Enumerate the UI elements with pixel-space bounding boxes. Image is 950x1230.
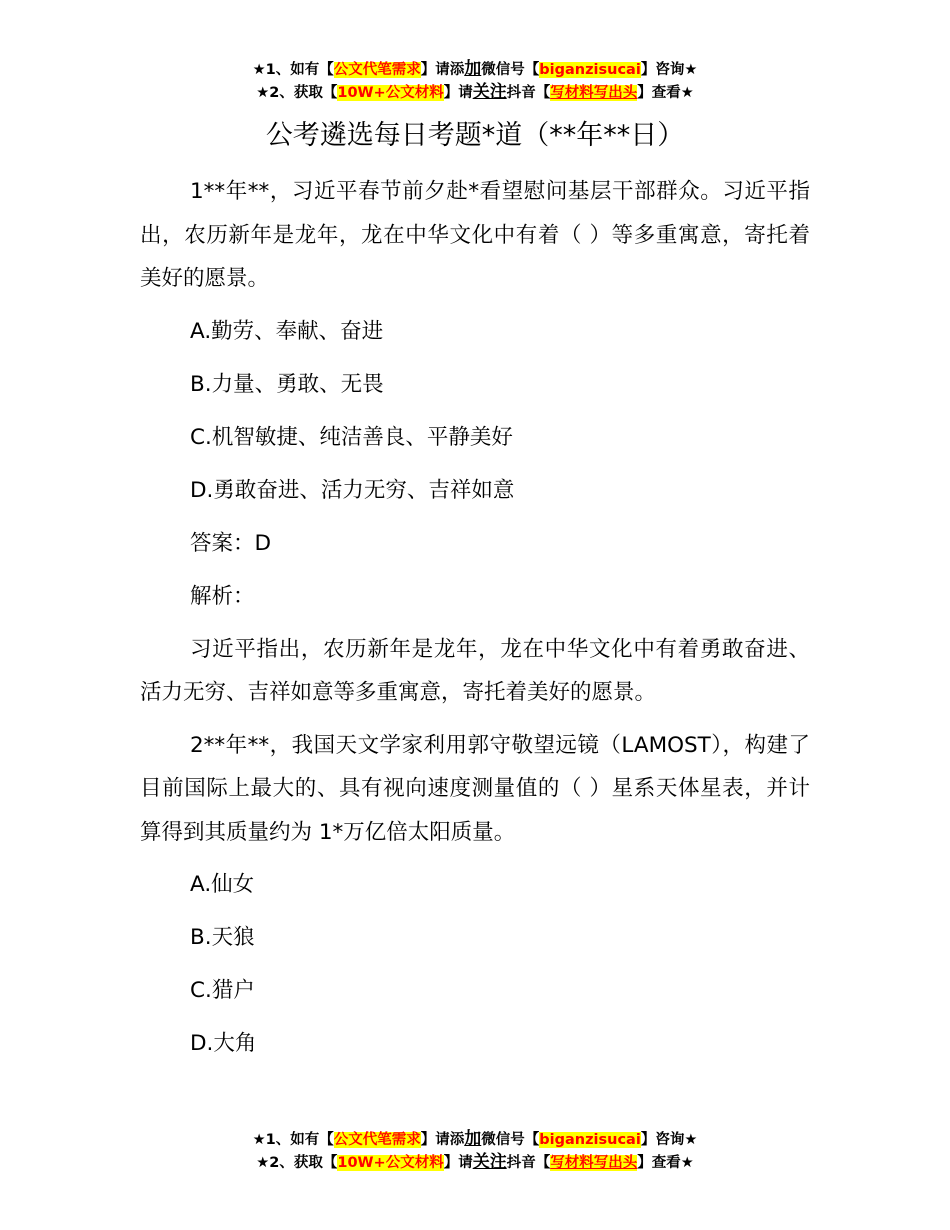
promo-wechat-id: biganzisucai — [539, 62, 641, 78]
promo-douyin: 写材料写出头 — [550, 1155, 638, 1171]
option-b: B.力量、勇敢、无畏 — [190, 371, 384, 397]
promo-footer — [0, 1128, 950, 1174]
promo-line-1: ★1、如有【公文代笔需求】请添加微信号【biganzisucai】咨询★ — [252, 59, 698, 79]
analysis-text: 习近平指出，农历新年是龙年，龙在中华文化中有着勇敢奋进、活力无穷、吉祥如意等多重寓意，寄托着美好的愿景。 — [140, 636, 810, 705]
promo-highlight: 10W+公文材料 — [337, 85, 444, 101]
promo-highlight: 公文代笔需求 — [333, 1132, 421, 1148]
option-d: D.勇敢奋进、活力无穷、吉祥如意 — [190, 477, 515, 503]
promo-line-2: ★2、获取【10W+公文材料】请关注抖音【写材料写出头】查看★ — [256, 82, 694, 102]
promo-header — [0, 58, 950, 104]
question-1: 1**年**，习近平春节前夕赴*看望慰问基层干部群众。习近平指出，农历新年是龙年，龙在中华文化中有着（ ）等多重寓意，寄托着美好的愿景。 — [140, 179, 810, 291]
option-a: A.勤劳、奉献、奋进 — [190, 318, 384, 344]
promo-douyin: 写材料写出头 — [550, 85, 638, 101]
promo-highlight: 10W+公文材料 — [337, 1155, 444, 1171]
promo-line-2: ★2、获取【10W+公文材料】请关注抖音【写材料写出头】查看★ — [256, 1152, 694, 1172]
promo-wechat-id: biganzisucai — [539, 1132, 641, 1148]
promo-line-1: ★1、如有【公文代笔需求】请添加微信号【biganzisucai】咨询★ — [252, 1129, 698, 1149]
promo-highlight: 公文代笔需求 — [333, 62, 421, 78]
analysis-label: 解析： — [190, 583, 255, 609]
page-title: 公考遴选每日考题*道（**年**日） — [265, 120, 685, 151]
option-c: C.机智敏捷、纯洁善良、平静美好 — [190, 424, 513, 450]
document-body — [140, 170, 810, 1075]
answer: 答案：D — [190, 530, 272, 556]
option-a: A.仙女 — [190, 872, 255, 897]
option-d: D.大角 — [190, 1031, 257, 1056]
option-b: B.天狼 — [190, 925, 255, 950]
question-2: 2**年**，我国天文学家利用郭守敬望远镜（LAMOST），构建了目前国际上最大的、具有视向速度测量值的（ ）星系天体星表，并计算得到其质量约为 1*万亿倍太阳质量。 — [140, 732, 810, 845]
option-c: C.猎户 — [190, 978, 255, 1003]
